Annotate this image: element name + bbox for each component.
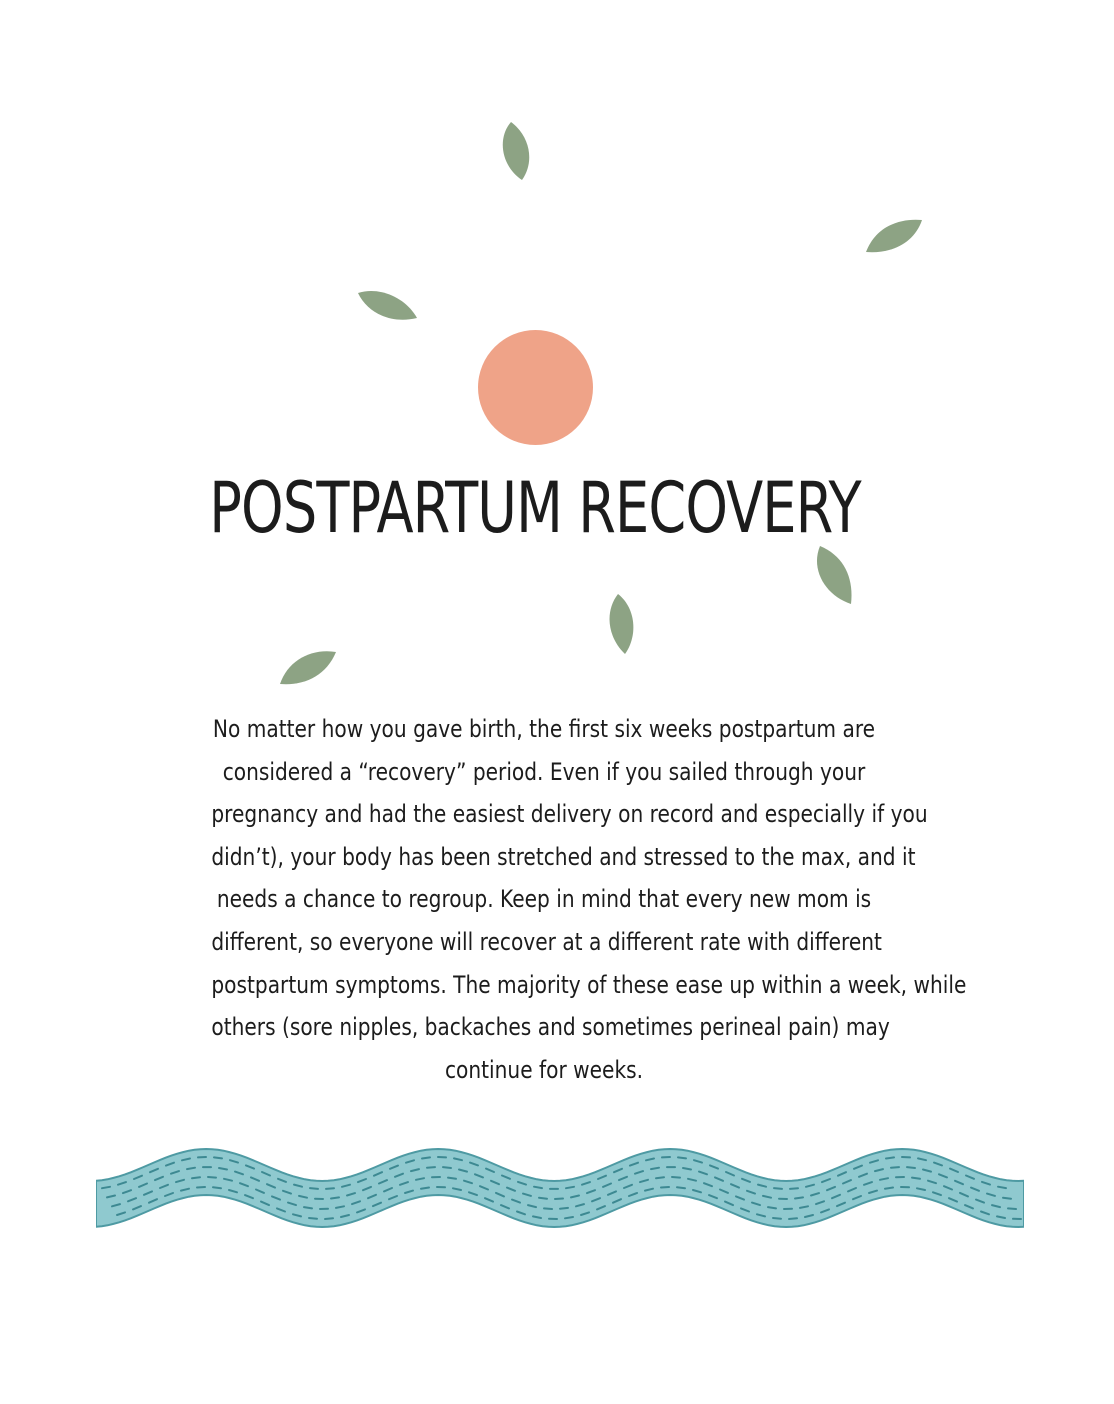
leaf-icon	[814, 544, 856, 608]
wave-dash	[213, 1187, 221, 1188]
wave-dash	[768, 1207, 776, 1208]
wave-dash	[197, 1187, 205, 1188]
wave-dash	[651, 1168, 659, 1169]
leaf-icon	[604, 592, 642, 658]
wave-dash	[678, 1157, 686, 1158]
leaf-icon	[491, 120, 551, 182]
wave-dash	[907, 1167, 915, 1168]
wave-dash	[560, 1208, 568, 1209]
leaf-icon	[356, 288, 420, 324]
wave-dash	[309, 1218, 317, 1219]
leaf-icon	[862, 216, 926, 256]
wave-dash	[1008, 1208, 1016, 1209]
wave-dash	[422, 1157, 430, 1158]
wave-dash	[208, 1177, 216, 1178]
wave-dash	[325, 1218, 333, 1219]
wave-dash	[555, 1199, 563, 1200]
wave-dash	[773, 1218, 781, 1219]
body-line: didn’t), your body has been stretched and stressed to the max, and it	[211, 842, 916, 871]
wave-dash	[326, 1188, 334, 1189]
wave-dash	[565, 1217, 573, 1218]
wave-dash	[566, 1187, 574, 1188]
wave-dash	[192, 1177, 200, 1178]
body-line: No matter how you gave birth, the first six weeks postpartum are	[212, 715, 876, 743]
wave-dash	[789, 1218, 797, 1219]
wave-dash	[891, 1167, 899, 1168]
wave-dash	[661, 1187, 669, 1188]
body-paragraph	[148, 708, 967, 1091]
wave-dash	[672, 1177, 680, 1178]
body-line: postpartum symptoms. The majority of these ease up within a week, while	[211, 970, 967, 999]
wave-dash	[774, 1188, 782, 1189]
body-line: needs a chance to regroup. Keep in mind that every new mom is	[216, 885, 872, 914]
body-line: pregnancy and had the easiest delivery on record and especially if you	[211, 800, 928, 829]
wave-dash	[795, 1197, 803, 1198]
body-line: others (sore nipples, backaches and sometimes perineal pain) may	[211, 1013, 890, 1042]
wave-dash	[443, 1167, 451, 1168]
wave-dash	[331, 1197, 339, 1198]
wave-dash	[304, 1207, 312, 1208]
wave-dash	[998, 1187, 1006, 1188]
wave-dash	[421, 1188, 429, 1189]
wave-dash	[427, 1167, 435, 1168]
wave-dash	[656, 1177, 664, 1178]
wave-dash	[912, 1178, 920, 1179]
wave-dash	[885, 1188, 893, 1189]
body-line: considered a “recovery” period. Even if you sailed through your	[222, 757, 866, 786]
wave-dash	[187, 1168, 195, 1169]
wave-dash	[310, 1188, 318, 1189]
wave-dash	[539, 1198, 547, 1199]
wave-dash	[544, 1208, 552, 1209]
page-title: POSTPARTUM RECOVERY	[209, 467, 861, 549]
leaf-icon	[276, 648, 340, 688]
wave-dash	[677, 1187, 685, 1188]
wave-icon	[96, 1130, 1024, 1246]
wave-dash	[448, 1178, 456, 1179]
wave-dash	[1003, 1198, 1011, 1199]
wave-dash	[790, 1188, 798, 1189]
body-line: continue for weeks.	[444, 1055, 644, 1084]
body-line: different, so everyone will recover at a different rate with different	[211, 927, 882, 956]
wave-dash	[102, 1187, 110, 1188]
wave-dash	[534, 1187, 542, 1188]
wave-dash	[886, 1157, 894, 1158]
wave-dash	[214, 1157, 222, 1158]
sun-icon	[478, 330, 593, 445]
